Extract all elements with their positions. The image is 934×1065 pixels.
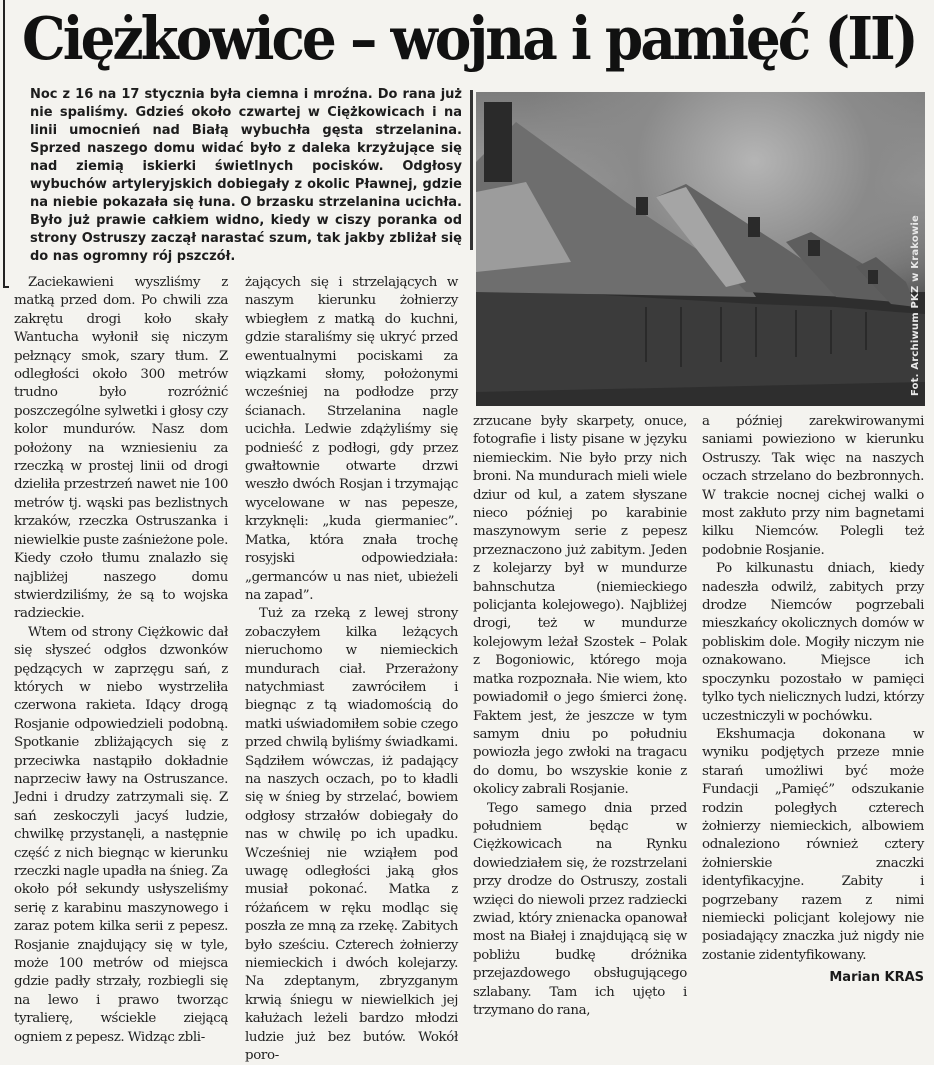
paragraph: a później zarekwirowanymi saniami powieziono w kierunku Ostruszy. Tak więc na naszych oczach strzelano do bezbronnych. W trakcie nocnej cichej walki o most zakłuto przy nim bagnetami kilku Niemców. Polegli też podobnie Rosjanie. [702, 414, 924, 558]
text-column-2 [245, 274, 458, 1065]
paragraph: zrzucane były skarpety, onuce, fotografie i listy pisane w języku niemieckim. Nie było przy nich broni. Na mundurach mieli wiele dziur od kul, a zatem słyszane nieco później po karabinie maszynowym serie z pepesz przeznaczono już zabitym. Jeden z kolejarzy był w mundurze bahnschutza (niemieckiego policjanta kolejowego). Najbliżej drogi, też w mundurze kolejowym leżał Szostek – Polak z Bogoniowic, którego moja matka rozpoznała. Nie wiem, kto powiadomił o jego śmierci żonę. Faktem jest, że jeszcze w tym samym dniu po południu powiozła jego zwłoki na tragacu do domu, bo wszyskie konie z okolicy zabrali Rosjanie. [473, 414, 687, 798]
photo-credit: Fot. Archiwum PKZ w Krakowie [910, 214, 921, 396]
text-column-3 [473, 413, 687, 1020]
text-column-1 [14, 274, 228, 1047]
paragraph: Wtem od strony Ciężkowic dał się słyszeć odgłos dzwonków pędzących w zaprzęgu sań, z których w niebo wystrzeliła czerwona rakieta. Idący drogą Rosjanie odpowiedzieli podobną. Spotkanie zbliżających się z przeciwka nastąpiło dokładnie naprzeciw ławy na Ostruszance. Jedni i drudzy zatrzymali się. Z sań zeskoczyli jacyś ludzie, chwilkę przystanęli, a następnie część z nich biegnąc w kierunku rzeczki nagle upadła na śnieg. Za około pół sekundy usłyszeliśmy serię z karabinu maszynowego i zaraz potem kilka serii z pepesz. Rosjanie znajdujący się w tyle, może 100 metrów od miejsca gdzie padły strzały, rozbiegli się na lewo i prawo tworząc tyralierę, wściekle ziejącą ogniem z pepesz. Widząc zbli- [14, 624, 228, 1045]
paragraph: Po kilkunastu dniach, kiedy nadeszła odwilż, zabitych przy drodze Niemców pogrzebali mieszkańcy okolicznych domów w pobliskim dole. Mogiły niczym nie oznakowano. Miejsce ich spoczynku pozostało w pamięci tylko tych nielicznych ludzi, którzy uczestniczyli w pochówku. [702, 561, 924, 724]
photo-thatched-houses-icon [476, 92, 925, 406]
article-title: Ciężkowice – wojna i pamięć (II) [22, 4, 916, 73]
left-border-rule-foot [3, 286, 9, 288]
article-author: Marian KRAS [829, 970, 924, 986]
paragraph: Tego samego dnia przed południem będąc w Ciężkowicach na Rynku dowiedziałem się, że rozstrzelani przy drodze do Ostruszy, zostali wzięci do niewoli przez radziecki zwiad, który znienacka opanował most na Białej i znajdującą się w pobliżu budkę dróżnika przejazdowego obsługującego szlabany. Tam ich ujęto i trzymano do rana, [473, 800, 687, 1018]
text-column-4 [702, 413, 924, 987]
paragraph: żających się i strzelających w naszym kierunku żołnierzy wbiegłem z matką do kuchni, gdzie staraliśmy się ukryć przed ewentualnymi pociskami za wiązkami słomy, położonymi wcześniej na podłodze przy ścianach. Strzelanina nagle ucichła. Ledwie zdążyliśmy się podnieść z podłogi, gdy przez gwałtownie otwarte drzwi weszło dwóch Rosjan i trzymając wycelowane w nas pepesze, krzyknęli: „kuda giermaniec”. Matka, która znała trochę rosyjski odpowiedziała: „germanców u nas niet, ubieżeli na zapad”. [245, 275, 458, 603]
paragraph: Ekshumacja dokonana w wyniku podjętych przeze mnie starań umożliwi być może Fundacji „Pamięć” odszukanie rodzin poległych czterech żołnierzy niemieckich, albowiem odnaleziono również cztery żołnierskie znaczki identyfikacyjne. Zabity i pogrzebany razem z nimi niemiecki policjant kolejowy nie posiadający znaczka już nigdy nie zostanie zidentyfikowany. [702, 726, 924, 963]
paragraph: Tuż za rzeką z lewej strony zobaczyłem kilka leżących nieruchomo w niemieckich mundurach ciał. Przerażony natychmiast zawróciłem i biegnąc z tą wiadomością do matki uświadomiłem sobie czego przed chwilą byliśmy świadkami. Sądziłem wówczas, iż padający na naszych oczach, po to kładli się w śnieg by strzelać, bowiem odgłosy strzałów dobiegały do nas w chwilę po ich upadku. Wcześniej nie wziąłem pod uwagę odległości jaką głos musiał pokonać. Matka z różańcem w ręku modląc się poszła ze mną za rzekę. Zabitych było sześciu. Czterech żołnierzy niemieckich i dwóch kolejarzy. Na zdeptanym, zbryzganym krwią śniegu w niewielkich jej kałużach leżeli bardzo młodzi ludzie już bez butów. Wokół poro- [245, 606, 458, 1064]
paragraph: Zaciekawieni wyszliśmy z matką przed dom. Po chwili zza zakrętu drogi koło skały Wantucha wyłonił się niczym pełznący smok, szary tłum. Z odległości około 300 metrów trudno było rozróżnić poszczególne sylwetki i głosy czy kolor mundurów. Nasz dom położony na wzniesieniu za rzeczką w prostej linii od drogi dzieliła przestrzeń nawet nie 100 metrów tj. wąski pas bezlistnych krzaków, rzeczka Ostruszanka i niewielkie puste zaśnieżone pole. Kiedy czoło tłumu znalazło się najbliżej naszego domu stwierdziliśmy, że są to wojska radzieckie. [14, 275, 228, 622]
article-photo [476, 92, 925, 406]
article-lead: Noc z 16 na 17 stycznia była ciemna i mroźna. Do rana już nie spaliśmy. Gdzieś około czwartej w Ciężkowicach i na linii umocnień nad Białą wybuchła gęsta strzelanina. Sprzed naszego domu widać było z daleka krzyżujące się nad ziemią iskierki świetlnych pocisków. Odgłosy wybuchów artyleryjskich dobiegały z okolic Pławnej, gdzie na niebie pokazała się łuna. O brzasku strzelanina ucichła. Było już prawie całkiem widno, kiedy w ciszy poranka od strony Ostruszy zaczął narastać szum, tak jakby zbliżał się do nas ogromny rój pszczół. [30, 87, 462, 264]
lead-divider [470, 90, 473, 250]
left-border-rule [3, 0, 5, 288]
